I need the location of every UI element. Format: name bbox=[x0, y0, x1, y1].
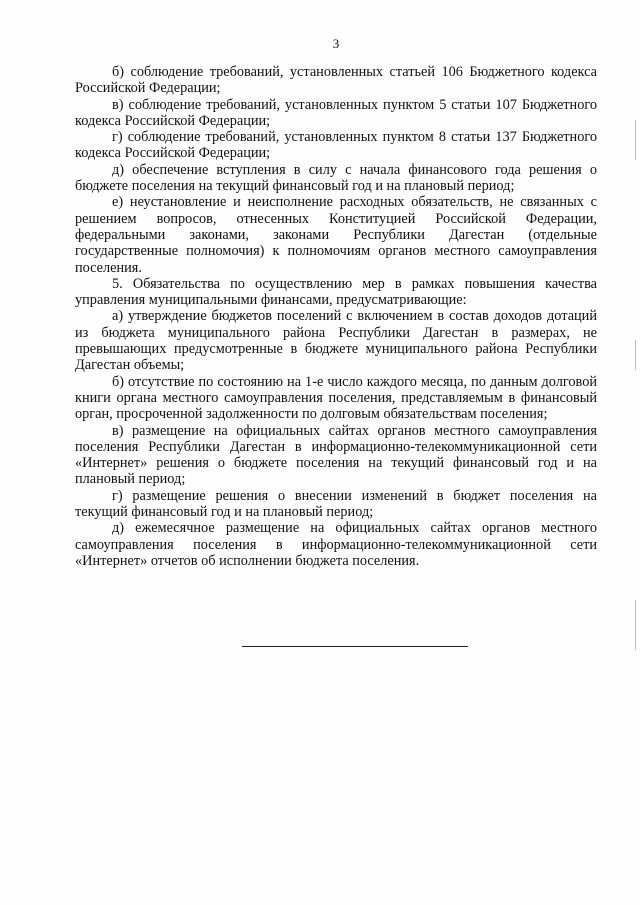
scan-edge-mark bbox=[635, 340, 636, 370]
paragraph-5-obligations-heading: 5. Обязательства по осуществлению мер в рамках повышения качества управления муниципальными финансами, предусматривающие: bbox=[75, 275, 597, 309]
scan-edge-mark bbox=[635, 600, 636, 650]
paragraph-e-expenditure-obligations: е) неустановление и неисполнение расходных обязательств, не связанных с решением вопросов, отнесенных Конституцией Российской Федерации, федеральными законами, законами Республики Дагестан (отдельные государственные полномочия) к полномочиям органов местного самоуправления поселения. bbox=[75, 194, 597, 276]
paragraph-v-article-107: в) соблюдение требований, установленных пунктом 5 статьи 107 Бюджетного кодекса Российской Федерации; bbox=[75, 96, 597, 129]
document-body bbox=[75, 64, 597, 569]
paragraph-d-monthly-report-publication: д) ежемесячное размещение на официальных сайтах органов местного самоуправления поселения в информационно-телекоммуникационной сети «Интернет» отчетов об исполнении бюджета поселения. bbox=[75, 520, 597, 569]
paragraph-b-article-106: б) соблюдение требований, установленных статьей 106 Бюджетного кодекса Российской Федерации; bbox=[75, 64, 597, 97]
paragraph-d-budget-entry-into-force: д) обеспечение вступления в силу с начала финансового года решения о бюджете поселения на текущий финансовый год и на плановый период; bbox=[75, 161, 597, 195]
end-separator-line bbox=[242, 646, 468, 647]
paragraph-g-amendment-publication: г) размещение решения о внесении изменений в бюджет поселения на текущий финансовый год и на плановый период; bbox=[75, 487, 597, 521]
paragraph-v-budget-publication: в) размещение на официальных сайтах органов местного самоуправления поселения Республики Дагестан в информационно-телекоммуникационной сети «Интернет» решения о бюджете поселения на текущий финансовый год и на плановый период; bbox=[75, 422, 597, 488]
scan-edge-mark bbox=[635, 120, 636, 160]
paragraph-b-no-overdue-debt: б) отсутствие по состоянию на 1-е число каждого месяца, по данным долговой книги органа местного самоуправления поселения, представляемым в финансовый орган, просроченной задолженности по долговым обязательствам поселения; bbox=[75, 373, 597, 423]
paragraph-a-budget-approval: а) утверждение бюджетов поселений с включением в состав доходов дотаций из бюджета муниципального района Республики Дагестан в размерах, не превышающих предусмотренные в бюджете муниципального района Республики Дагестан объемы; bbox=[75, 308, 597, 374]
page-number: 3 bbox=[332, 36, 340, 51]
paragraph-g-article-137: г) соблюдение требований, установленных пунктом 8 статьи 137 Бюджетного кодекса Российской Федерации; bbox=[75, 129, 597, 162]
